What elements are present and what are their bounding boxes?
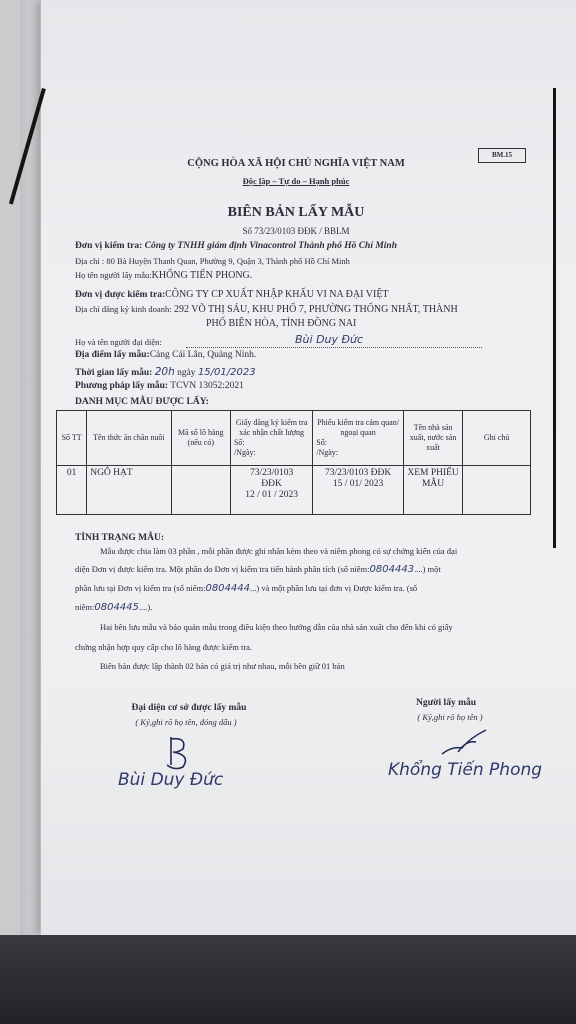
sample-list-title: DANH MỤC MẪU ĐƯỢC LẤY:	[75, 397, 209, 407]
location-value: Cảng Cái Lân, Quảng Ninh.	[149, 350, 257, 360]
status-p3b: ) và một phần lưu tại đơn vị Được kiểm tra. (số	[256, 583, 418, 593]
cell-producer: XEM PHIẾU MẪU	[403, 466, 462, 515]
desk-shadow	[0, 935, 576, 1024]
status-p2a: diện Đơn vị được kiểm tra. Một phần do Đơn vị kiểm tra tiến hành phân tích (số niêm:	[75, 564, 370, 574]
header-cert	[230, 411, 312, 466]
status-p6: chứng nhận hợp quy cấp cho lô hàng được kiểm tra.	[75, 642, 253, 652]
seal-number-3: 0804445	[94, 602, 139, 613]
inspector-unit-label: Đơn vị kiểm tra:	[75, 241, 143, 251]
time-line	[75, 366, 256, 378]
cell-lot-code	[171, 466, 230, 515]
status-p1: Mẫu được chia làm 03 phần , mỗi phần được ghi nhãn kèm theo và niêm phong có sự chứng kiến của đại	[100, 546, 458, 556]
method-value: TCVN 13052:2021	[170, 381, 244, 391]
status-p4a: niêm:	[75, 602, 95, 612]
time-date: 15/01/2023	[197, 367, 256, 378]
cell-cert-code: ĐĐK	[261, 479, 282, 489]
cell-cert	[230, 466, 312, 515]
cell-feed-name: NGÔ HẠT	[87, 466, 171, 515]
time-hour: 20h	[154, 366, 175, 378]
cell-stt: 01	[57, 466, 87, 515]
left-signature-mark	[165, 735, 195, 773]
header-sense-title: Phiếu kiểm tra cảm quan/ ngoại quan	[317, 418, 399, 437]
cell-sense	[313, 466, 404, 515]
status-p3a: phần lưu tại Đơn vị kiểm tra (số niêm:	[75, 583, 206, 593]
status-p5: Hai bên lưu mẫu và bảo quản mẫu trong điều kiện theo hướng dẫn của nhà sản xuất cho đến khi có giấy	[100, 622, 453, 632]
country-header: CỘNG HÒA XÃ HỘI CHỦ NGHĨA VIỆT NAM	[187, 158, 405, 169]
status-title: TÌNH TRẠNG MẪU:	[75, 533, 165, 543]
location-line	[75, 350, 256, 360]
business-address-label: Địa chỉ đăng ký kinh doanh:	[75, 304, 172, 314]
cell-sense-no: 73/23/0103 ĐĐK	[324, 468, 392, 478]
time-date-label: ngày	[177, 368, 196, 378]
marker-stroke-right	[553, 88, 556, 548]
inspector-unit-line	[75, 241, 397, 251]
status-p2b: ) một	[422, 564, 441, 574]
status-p7: Biên bản được lập thành 02 bản có giá trị như nhau, mỗi bên giữ 01 bản	[100, 661, 345, 671]
cell-cert-no: 73/23/0103	[249, 468, 294, 478]
header-cert-date: /Ngày:	[233, 448, 256, 457]
table-header-row	[57, 411, 531, 466]
time-label: Thời gian lấy mẫu:	[75, 368, 153, 378]
status-p3: phần lưu tại Đơn vị kiểm tra (số niêm:0804444...) và một phần lưu tại đơn vị Được kiểm tra. (số	[75, 583, 418, 594]
business-address-line	[75, 304, 458, 315]
cell-sense-date: 15 / 01/ 2023	[332, 479, 384, 489]
right-signature-subtitle: ( Ký,ghi rõ họ tên )	[417, 712, 483, 722]
right-signature-name: Khổng Tiến Phong	[388, 760, 543, 780]
left-signature-title: Đại diện cơ sở được lấy mẫu	[131, 703, 247, 713]
header-sense-date: /Ngày:	[316, 448, 339, 457]
header-lot-code: Mã số lô hàng (nếu có)	[171, 411, 230, 466]
sampler-line	[75, 270, 252, 281]
header-sense	[313, 411, 404, 466]
status-p2: diện Đơn vị được kiểm tra. Một phần do Đơn vị kiểm tra tiến hành phân tích (số niêm:0804443....) một	[75, 564, 441, 575]
cell-note	[463, 466, 531, 515]
business-address-line2: PHỐ BIÊN HÒA, TỈNH ĐỒNG NAI	[206, 318, 357, 329]
sampler-label: Họ tên người lấy mẫu:	[75, 270, 152, 280]
business-address-value: 292 VÕ THỊ SÁU, KHU PHỐ 7, PHƯỜNG THỐNG NHẤT, THÀNH	[173, 304, 458, 315]
header-sense-no: Số:	[316, 438, 327, 447]
right-signature-mark	[440, 728, 490, 758]
header-note: Ghi chú	[463, 411, 531, 466]
header-cert-title: Giấy đăng ký kiểm tra xác nhận chất lượng	[235, 418, 308, 437]
inspected-unit-label: Đơn vị được kiểm tra:	[75, 290, 166, 300]
document-number: Số 73/23/0103 ĐĐK / BBLM	[242, 226, 350, 236]
left-signature-subtitle: ( Ký,ghi rõ họ tên, đóng dấu )	[135, 717, 237, 727]
header-stt: Số TT	[57, 411, 87, 466]
header-cert-no: Số:	[233, 438, 245, 447]
document-title: BIÊN BẢN LẤY MẪU	[227, 205, 365, 220]
samples-table	[56, 410, 531, 515]
header-feed-name: Tên thức ăn chăn nuôi	[87, 411, 171, 466]
sampler-name: KHỔNG TIẾN PHONG.	[151, 270, 253, 281]
representative-dotted-line	[186, 347, 482, 348]
left-signature-name: Bùi Duy Đức	[118, 770, 224, 790]
cell-cert-date: 12 / 01 / 2023	[245, 490, 298, 500]
inspected-unit-line	[75, 289, 389, 300]
motto: Độc lập – Tự do – Hạnh phúc	[242, 176, 350, 186]
status-p4: niêm:0804445....).	[75, 602, 153, 613]
method-line	[75, 381, 244, 391]
seal-number-2: 0804444	[205, 583, 250, 594]
representative-label: Họ và tên người đại diện:	[75, 337, 162, 347]
right-signature-title: Người lấy mẫu	[415, 698, 477, 708]
page-edge	[20, 0, 42, 940]
inspector-unit-value: Công ty TNHH giám định Vinacontrol Thành phố Hồ Chí Minh	[144, 241, 397, 251]
representative-handwriting: Bùi Duy Đức	[295, 333, 364, 346]
header-producer: Tên nhà sản xuất, nước sản xuất	[403, 411, 462, 466]
form-code-box: BM.15	[478, 148, 526, 163]
inspected-unit-value: CÔNG TY CP XUẤT NHẬP KHẨU VI NA ĐẠI VIỆT	[165, 289, 389, 300]
method-label: Phương pháp lấy mẫu:	[75, 381, 169, 391]
table-row	[57, 466, 531, 515]
location-label: Địa điểm lấy mẫu:	[75, 350, 150, 360]
seal-number-1: 0804443	[369, 564, 415, 575]
inspector-address: Địa chỉ : 80 Bà Huyện Thanh Quan, Phường 9, Quận 3, Thành phố Hồ Chí Minh	[75, 256, 350, 266]
